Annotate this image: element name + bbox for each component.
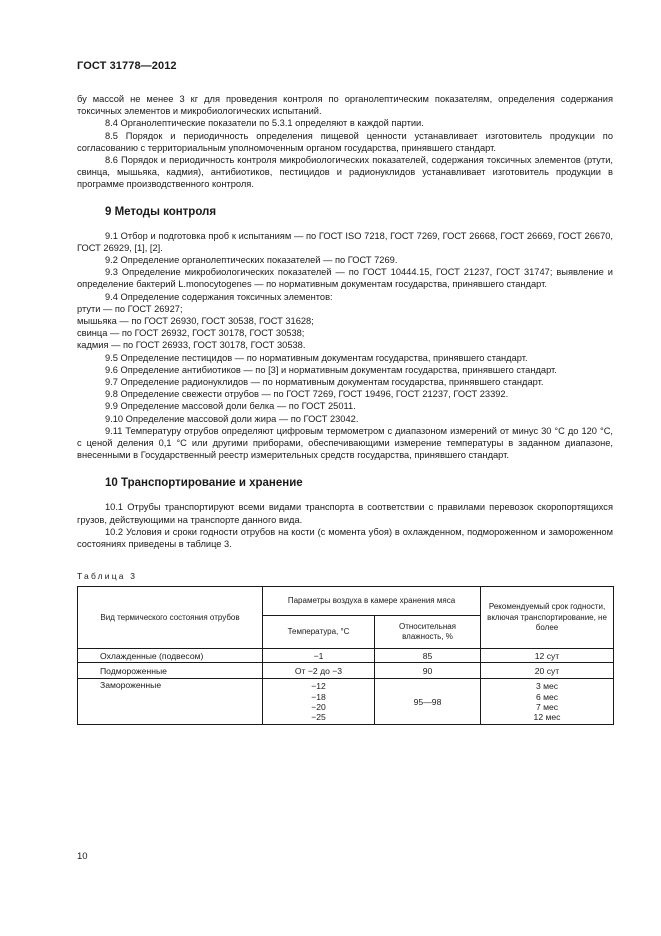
paragraph-9-5: 9.5 Определение пестицидов — по нормативным документам государства, принявшего стандарт. <box>105 352 528 363</box>
storage-conditions-table <box>77 586 614 725</box>
cell-humidity: 95—98 <box>375 679 481 725</box>
cell-shelf-life: 20 сут <box>481 663 614 679</box>
paragraph-9-2: 9.2 Определение органолептических показателей — по ГОСТ 7269. <box>105 255 398 266</box>
page-content <box>77 93 613 725</box>
section-9-heading: 9 Методы контроля <box>105 205 217 218</box>
paragraph-9-4-cadmium: кадмия — по ГОСТ 26933, ГОСТ 30178, ГОСТ 30538. <box>77 340 306 351</box>
temperature-value: −18 <box>311 691 326 702</box>
table-row <box>78 663 614 679</box>
shelf-life-value: 12 мес <box>533 712 561 722</box>
paragraph-10-2: 10.2 Условия и сроки годности отрубов на кости (с момента убоя) в охлажденном, подмороженном и замороженном состояниях приведены в таблице 3. <box>77 526 613 550</box>
paragraph-9-1: 9.1 Отбор и подготовка проб к испытаниям — по ГОСТ ISO 7218, ГОСТ 7269, ГОСТ 26668, ГОСТ 26669, ГОСТ 26670, ГОСТ 26929, [1], [2]. <box>77 230 613 253</box>
cell-humidity: 90 <box>375 663 481 679</box>
shelf-life-value: 3 мес <box>535 681 559 692</box>
paragraph-9-6: 9.6 Определение антибиотиков — по [3] и нормативным документам государства, принявшего стандарт. <box>105 364 557 375</box>
paragraph-9-9: 9.9 Определение массовой доли белка — по ГОСТ 25011. <box>105 401 356 412</box>
header-temperature: Температура, °С <box>263 616 375 649</box>
cell-temperature: −1 <box>263 649 375 663</box>
paragraph-9-7: 9.7 Определение радионуклидов — по нормативным документам государства, принявшего стандарт. <box>105 377 544 388</box>
paragraph-9-10: 9.10 Определение массовой доли жира — по ГОСТ 23042. <box>105 413 359 424</box>
paragraph-9-4: 9.4 Определение содержания токсичных элементов: <box>105 291 333 302</box>
cell-shelf-life-list <box>481 679 614 725</box>
paragraph-9-4-lead: свинца — по ГОСТ 26932, ГОСТ 30178, ГОСТ 30538; <box>77 328 305 339</box>
paragraph-8-5: 8.5 Порядок и периодичность определения пищевой ценности устанавливает изготовитель продукции по согласованию с территориальным уполномоченным органом государства, принявшего стандарт. <box>77 130 613 153</box>
header-state: Вид термического состояния отрубов <box>78 587 263 649</box>
header-shelf-life: Рекомендуемый срок годности, включая транспортирование, не более <box>481 587 614 649</box>
header-humidity: Относительная влажность, % <box>375 616 481 649</box>
document-header: ГОСТ 31778—2012 <box>77 60 177 72</box>
table-row <box>78 649 614 663</box>
cell-state: Подмороженные <box>78 663 263 679</box>
paragraph-10-1: 10.1 Отрубы транспортируют всеми видами транспорта в соответствии с правилами перевозок скоропортящихся грузов, действующими на транспорте данного вида. <box>77 502 613 525</box>
temperature-value: −25 <box>311 712 326 722</box>
paragraph-9-11: 9.11 Температуру отрубов определяют цифровым термометром с диапазоном измерений от минус 30 °С до 120 °С, с ценой деления 0,1 °С или другими приборами, обеспечивающими измерение температуры в заданном диапазоне, внесенными в Государственный реестр измерительных средств государства, принявшего стандарт. <box>77 425 613 461</box>
paragraph-8-3-continuation: бу массой не менее 3 кг для проведения контроля по органолептическим показателям, определения содержания токсичных элементов и микробиологических испытаний. <box>77 94 613 117</box>
table-row <box>78 679 614 725</box>
cell-temperature: От −2 до −3 <box>263 663 375 679</box>
paragraph-8-4: 8.4 Органолептические показатели по 5.3.1 определяют в каждой партии. <box>105 118 424 129</box>
cell-temperature-list <box>263 679 375 725</box>
cell-humidity: 85 <box>375 649 481 663</box>
temperature-value: −20 <box>311 701 326 712</box>
section-10-heading: 10 Транспортирование и хранение <box>105 477 303 490</box>
cell-state: Замороженные <box>78 679 263 725</box>
shelf-life-value: 7 мес <box>535 701 559 712</box>
temperature-value: −12 <box>311 681 326 692</box>
page-number: 10 <box>77 851 88 862</box>
paragraph-8-6: 8.6 Порядок и периодичность контроля микробиологических показателей, содержания токсичных элементов (ртути, свинца, мышьяка, кадмия), антибиотиков, пестицидов и радионуклидов устанавливает изготовитель продукции в программе производственного контроля. <box>77 155 613 190</box>
paragraph-9-8: 9.8 Определение свежести отрубов — по ГОСТ 7269, ГОСТ 19496, ГОСТ 21237, ГОСТ 23392. <box>105 389 509 400</box>
cell-shelf-life: 12 сут <box>481 649 614 663</box>
shelf-life-value: 6 мес <box>535 691 559 702</box>
paragraph-9-3: 9.3 Определение микробиологических показателей — по ГОСТ 10444.15, ГОСТ 21237, ГОСТ 31747; выявление и определение бактерий L.monocytogenes — по нормативным документам государства, принявшего стандарт. <box>77 267 613 290</box>
cell-state: Охлажденные (подвесом) <box>78 649 263 663</box>
table-caption: Таблица 3 <box>77 571 138 582</box>
paragraph-9-4-mercury: ртути — по ГОСТ 26927; <box>77 303 183 314</box>
header-air-params: Параметры воздуха в камере хранения мяса <box>263 587 481 616</box>
paragraph-9-4-arsenic: мышьяка — по ГОСТ 26930, ГОСТ 30538, ГОСТ 31628; <box>77 316 314 327</box>
